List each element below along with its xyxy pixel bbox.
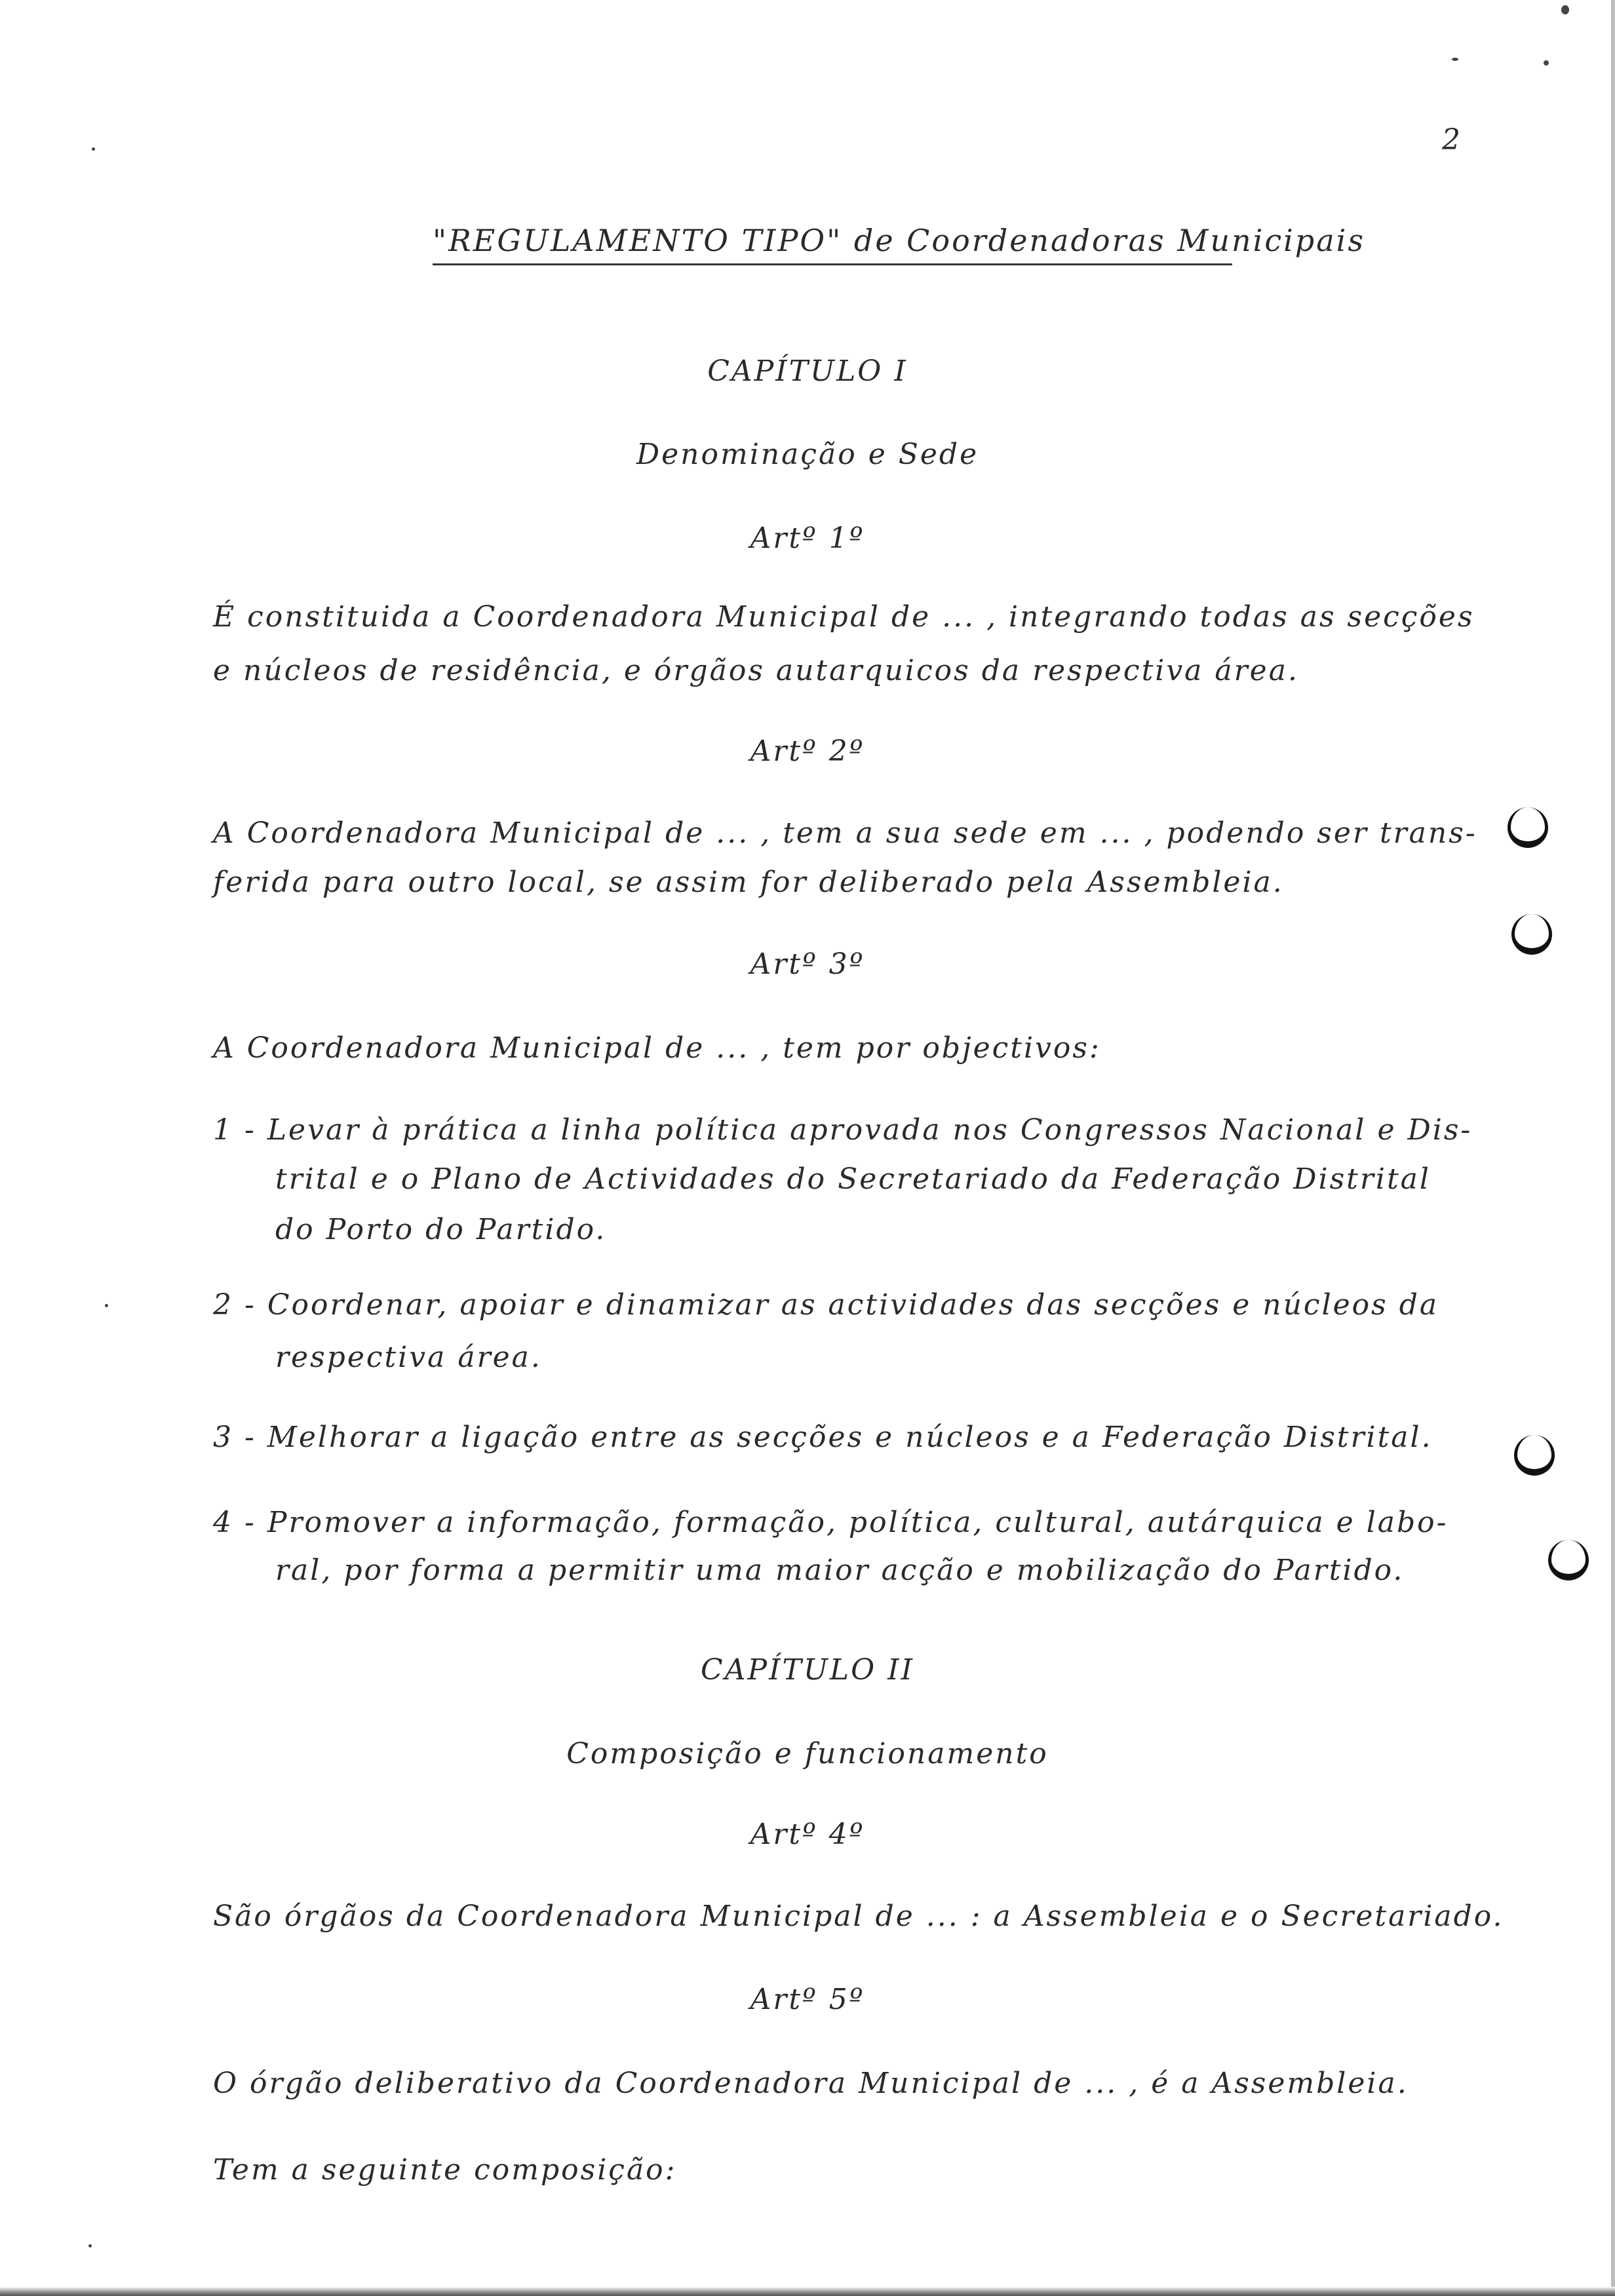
article-2-line: ferida para outro local, se assim for deliberado pela Assembleia. — [213, 866, 1284, 899]
scan-speck — [105, 1304, 108, 1307]
chapter-2-heading: CAPÍTULO II — [701, 1653, 914, 1687]
scan-speck — [92, 147, 95, 151]
objective-item-line: respectiva área. — [275, 1341, 542, 1374]
article-5-line: O órgão deliberativo da Coordenadora Municipal de ... , é a Assembleia. — [213, 2067, 1409, 2100]
objective-item-line: 2 - Coordenar, apoiar e dinamizar as actividades das secções e núcleos da — [213, 1288, 1439, 1322]
chapter-1-heading: CAPÍTULO I — [707, 354, 908, 388]
article-2-line: A Coordenadora Municipal de ... , tem a sua sede em ... , podendo ser trans- — [213, 816, 1477, 850]
article-1-heading: Artº 1º — [750, 522, 865, 555]
chapter-1-subheading: Denominação e Sede — [636, 438, 979, 471]
objective-item-line: 4 - Promover a informação, formação, política, cultural, autárquica e labo- — [213, 1506, 1449, 1539]
scan-edge-bottom — [0, 2287, 1615, 2296]
article-4-heading: Artº 4º — [750, 1818, 865, 1851]
article-4-line: São órgãos da Coordenadora Municipal de ... : a Assembleia e o Secretariado. — [213, 1900, 1504, 1933]
chapter-2-subheading: Composição e funcionamento — [566, 1737, 1049, 1770]
scan-speck — [1561, 5, 1569, 14]
scan-edge-right — [1611, 0, 1615, 2296]
objective-item-line: 3 - Melhorar a ligação entre as secções e núcleos e a Federação Distrital. — [213, 1421, 1433, 1454]
objective-item-line: ral, por forma a permitir uma maior acção e mobilização do Partido. — [275, 1554, 1405, 1587]
document-title: "REGULAMENTO TIPO" de Coordenadoras Municipais — [433, 223, 1232, 265]
punch-hole-icon — [1514, 1435, 1555, 1476]
article-5-heading: Artº 5º — [750, 1983, 865, 2016]
punch-hole-icon — [1508, 807, 1548, 848]
objective-item-line: trital e o Plano de Actividades do Secretariado da Federação Distrital — [275, 1162, 1431, 1196]
scan-speck — [88, 2244, 92, 2248]
punch-hole-icon — [1548, 1540, 1589, 1580]
article-5-line: Tem a seguinte composição: — [213, 2153, 677, 2187]
scan-speck — [1544, 60, 1549, 66]
punch-hole-icon — [1511, 914, 1552, 955]
scan-speck — [1452, 58, 1458, 61]
page-number: 2 — [1442, 123, 1460, 157]
objective-item-line: do Porto do Partido. — [275, 1213, 607, 1246]
article-3-intro: A Coordenadora Municipal de ... , tem por objectivos: — [213, 1031, 1101, 1065]
article-1-line: e núcleos de residência, e órgãos autarquicos da respectiva área. — [213, 654, 1299, 687]
article-3-heading: Artº 3º — [750, 947, 865, 981]
objective-item-line: 1 - Levar à prática a linha política aprovada nos Congressos Nacional e Dis- — [213, 1113, 1473, 1147]
article-1-line: É constituida a Coordenadora Municipal de ... , integrando todas as secções — [213, 600, 1475, 634]
article-2-heading: Artº 2º — [750, 735, 865, 768]
